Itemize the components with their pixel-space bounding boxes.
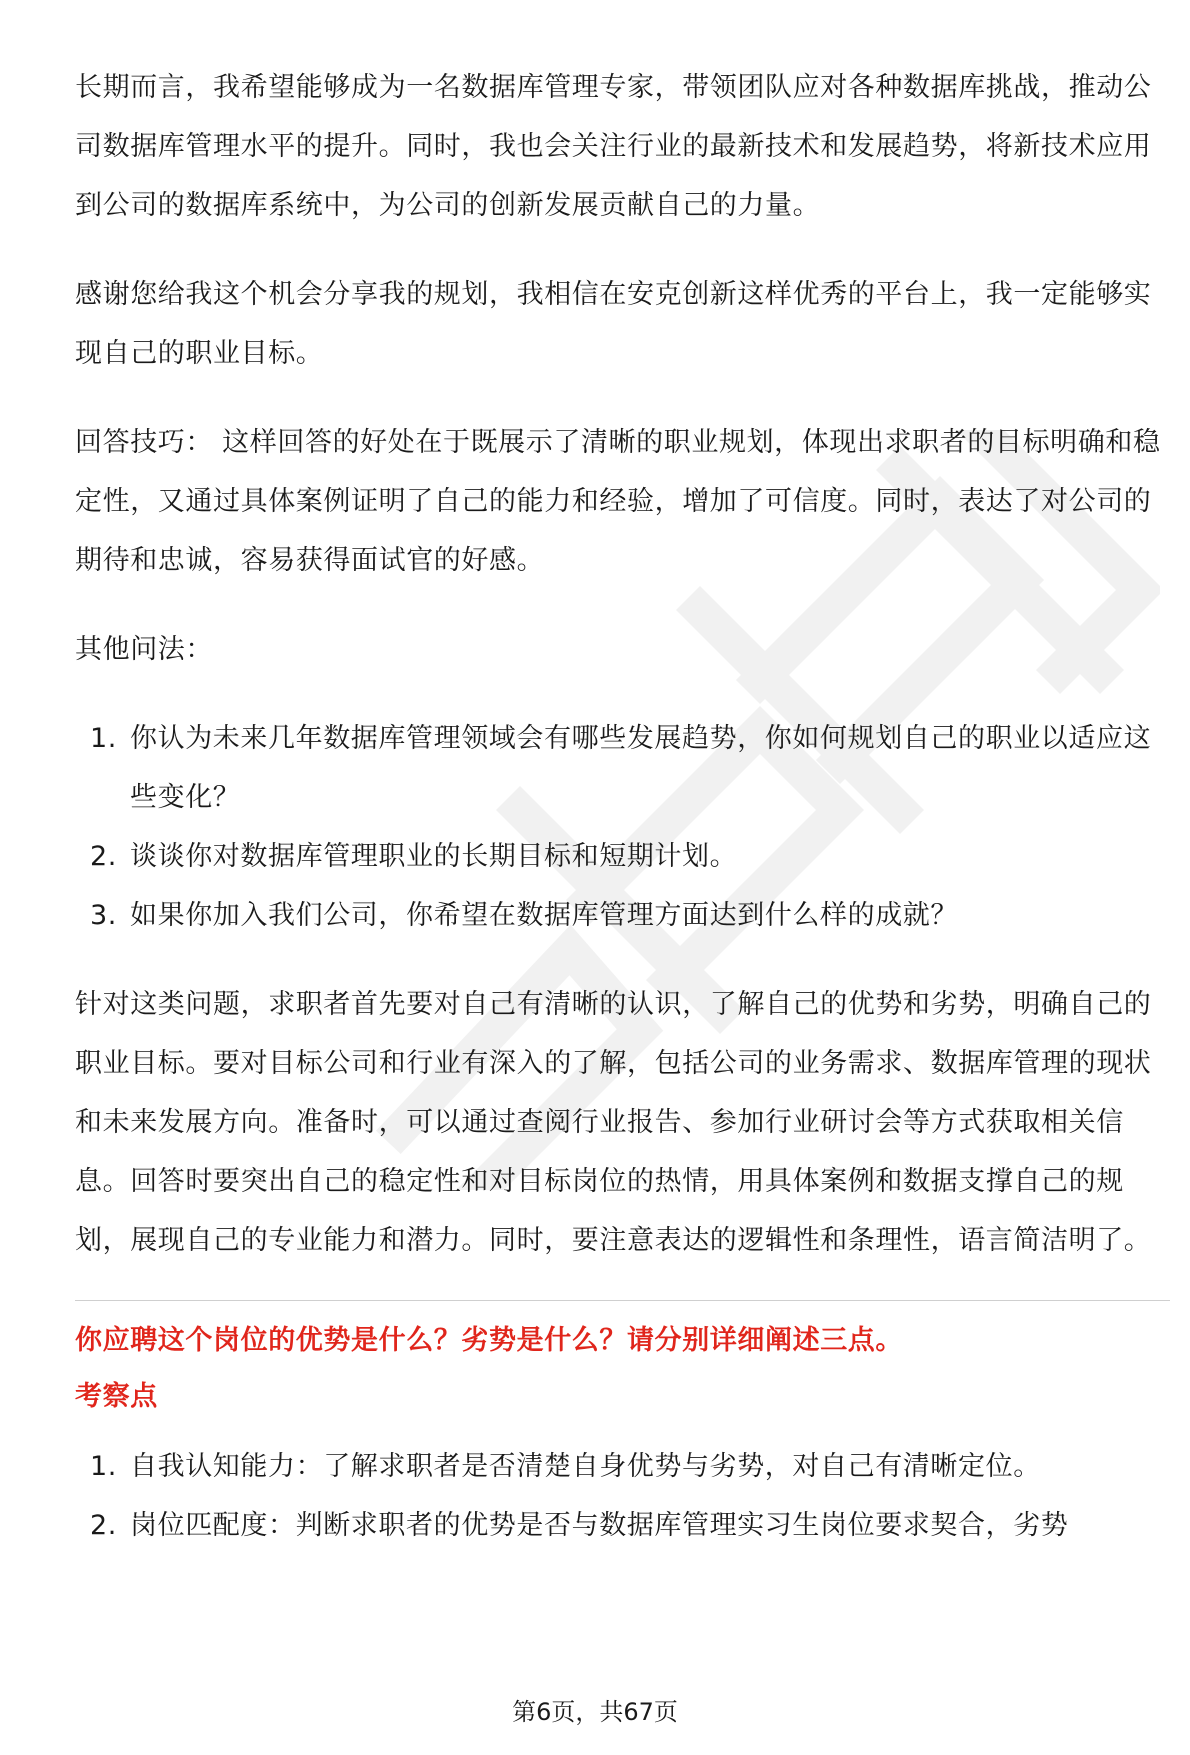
list-item — [75, 1437, 1170, 1496]
paragraph-long-term-goal: 长期而言，我希望能够成为一名数据库管理专家，带领团队应对各种数据库挑战，推动公司数据库管理水平的提升。同时，我也会关注行业的最新技术和发展趋势，将新技术应用到公司的数据库系统中，为公司的创新发展贡献自己的力量。 — [75, 72, 1152, 221]
section-divider — [75, 1300, 1170, 1301]
paragraph-thanks: 感谢您给我这个机会分享我的规划，我相信在安克创新这样优秀的平台上，我一定能够实现自己的职业目标。 — [75, 279, 1152, 369]
list-item — [75, 886, 1170, 945]
list-item-text: 你认为未来几年数据库管理领域会有哪些发展趋势，你如何规划自己的职业以适应这些变化？ — [130, 723, 1152, 813]
list-item — [75, 709, 1170, 827]
list-item-number: 2. — [90, 841, 117, 872]
list-item-text: 如果你加入我们公司，你希望在数据库管理方面达到什么样的成就？ — [130, 900, 958, 931]
list-item-number: 2. — [90, 1510, 117, 1541]
list-item — [75, 1496, 1170, 1555]
paragraph-answer-tips: 回答技巧： 这样回答的好处在于既展示了清晰的职业规划，体现出求职者的目标明确和稳定性，又通过具体案例证明了自己的能力和经验，增加了可信度。同时，表达了对公司的期待和忠诚，容易获得面试官的好感。 — [75, 427, 1161, 576]
question-subtitle: 考察点 — [75, 1381, 158, 1412]
list-item-text: 自我认知能力：了解求职者是否清楚自身优势与劣势，对自己有清晰定位。 — [130, 1451, 1041, 1482]
page-footer: 第6页，共67页 — [512, 1698, 678, 1726]
list-item-number: 1. — [90, 723, 117, 754]
list-item-text: 岗位匹配度：判断求职者的优势是否与数据库管理实习生岗位要求契合，劣势 — [130, 1510, 1069, 1541]
main-content — [75, 58, 1170, 1585]
other-questions-list — [75, 709, 1170, 945]
list-item-text: 谈谈你对数据库管理职业的长期目标和短期计划。 — [130, 841, 738, 872]
assessment-points-list — [75, 1437, 1170, 1555]
question-title: 你应聘这个岗位的优势是什么？劣势是什么？请分别详细阐述三点。 — [75, 1325, 903, 1356]
list-item-number: 3. — [90, 900, 117, 931]
paragraph-advice: 针对这类问题，求职者首先要对自己有清晰的认识，了解自己的优势和劣势，明确自己的职业目标。要对目标公司和行业有深入的了解，包括公司的业务需求、数据库管理的现状和未来发展方向。准备时，可以通过查阅行业报告、参加行业研讨会等方式获取相关信息。回答时要突出自己的稳定性和对目标岗位的热情，用具体案例和数据支撑自己的规划，展现自己的专业能力和潜力。同时，要注意表达的逻辑性和条理性，语言简洁明了。 — [75, 989, 1152, 1256]
list-item-number: 1. — [90, 1451, 117, 1482]
list-item — [75, 827, 1170, 886]
paragraph-other-asks-heading: 其他问法： — [75, 634, 213, 665]
